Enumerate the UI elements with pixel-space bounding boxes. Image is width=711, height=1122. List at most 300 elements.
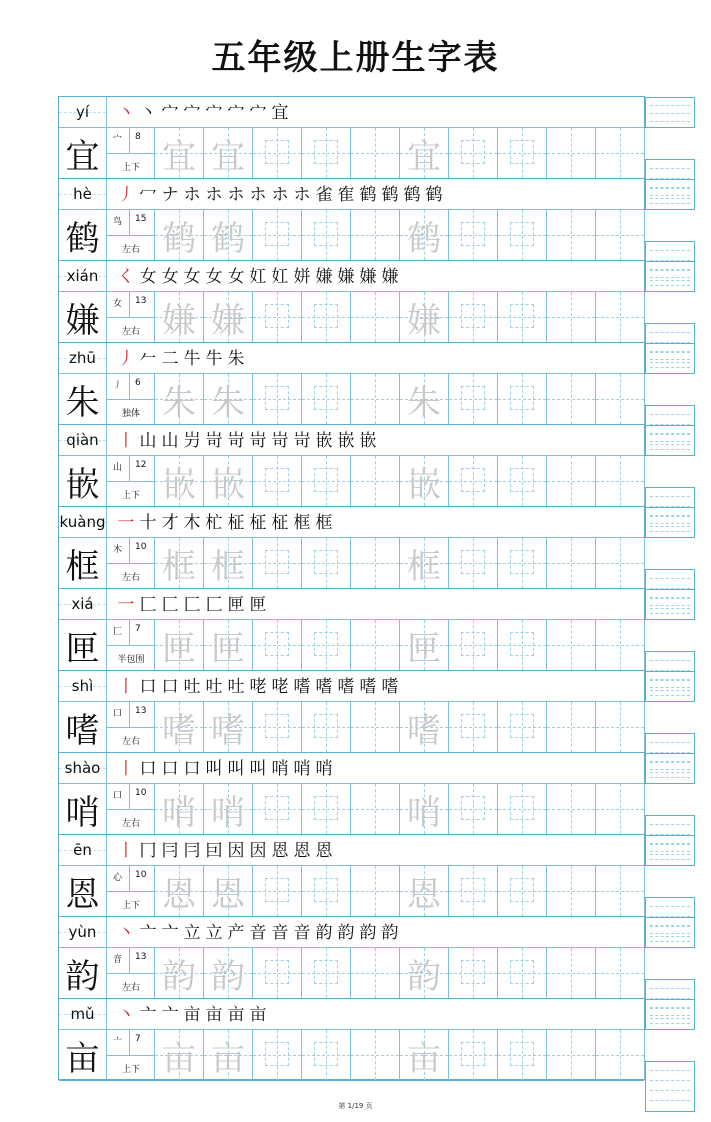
writing-cell[interactable]: [498, 456, 547, 506]
writing-cell[interactable]: [547, 784, 596, 834]
stroke-step: 亠: [161, 923, 179, 943]
writing-cell[interactable]: [204, 374, 253, 424]
stroke-step: ホ: [205, 185, 223, 205]
pinyin-cell: [59, 917, 107, 947]
pinyin-text: xián: [66, 267, 99, 285]
character-row: [59, 702, 644, 753]
stroke-count: 13: [135, 296, 147, 306]
writing-cell[interactable]: [547, 538, 596, 588]
stroke-count: 13: [135, 706, 147, 716]
writing-cell[interactable]: [449, 866, 498, 916]
writing-cell[interactable]: [547, 948, 596, 998]
writing-cell[interactable]: [449, 948, 498, 998]
stroke-step: 产: [227, 923, 245, 943]
character-entry: [59, 917, 644, 999]
stroke-count: 10: [135, 870, 147, 880]
stroke-step: 柾: [227, 513, 245, 533]
writing-cell[interactable]: [155, 128, 204, 178]
writing-cell[interactable]: [204, 620, 253, 670]
stroke-step: 嗜: [315, 677, 333, 697]
writing-cell[interactable]: [547, 128, 596, 178]
structure: 左右: [121, 245, 140, 255]
pinyin-text: qiàn: [66, 431, 99, 449]
writing-cell[interactable]: [351, 620, 400, 670]
stroke-order: [115, 755, 335, 783]
writing-cell[interactable]: [155, 1030, 204, 1080]
side-note-box: [645, 507, 695, 538]
character-info: [107, 292, 155, 342]
stroke-step: 鹤: [425, 185, 443, 205]
character-entry: [59, 753, 644, 835]
pinyin-cell: [59, 179, 107, 209]
stroke-step: 因: [249, 841, 267, 861]
writing-cell[interactable]: [449, 1030, 498, 1080]
writing-cell[interactable]: [449, 456, 498, 506]
writing-cell[interactable]: [204, 784, 253, 834]
pinyin-text: xiá: [71, 595, 94, 613]
writing-cell[interactable]: [596, 620, 645, 670]
radical: 丿: [113, 381, 123, 391]
stroke-step: ナ: [161, 185, 179, 205]
stroke-step: 嗜: [337, 677, 355, 697]
character-entry: [59, 999, 644, 1081]
character-row: [59, 374, 644, 425]
stroke-step: 鹤: [359, 185, 377, 205]
writing-cell[interactable]: [351, 374, 400, 424]
stroke-step: 姘: [293, 267, 311, 287]
stroke-step: 韵: [381, 923, 399, 943]
writing-cell[interactable]: [449, 620, 498, 670]
structure: 上下: [121, 1065, 140, 1075]
stroke-step: 哨: [293, 759, 311, 779]
character-entry: [59, 671, 644, 753]
writing-cell[interactable]: [547, 620, 596, 670]
character-info: [107, 620, 155, 670]
writing-grid: [155, 374, 645, 424]
writing-cell[interactable]: [253, 292, 302, 342]
writing-cell[interactable]: [155, 620, 204, 670]
writing-cell[interactable]: [155, 702, 204, 752]
writing-cell[interactable]: [253, 866, 302, 916]
character-row: [59, 784, 644, 835]
pinyin-row: [59, 343, 644, 374]
trace-character: 朱: [162, 382, 196, 423]
writing-cell[interactable]: [449, 374, 498, 424]
character-entry: [59, 179, 644, 261]
writing-cell[interactable]: [253, 1030, 302, 1080]
writing-cell[interactable]: [596, 1030, 645, 1080]
writing-grid: [155, 538, 645, 588]
writing-cell[interactable]: [351, 456, 400, 506]
side-note-box: [645, 261, 695, 292]
writing-cell[interactable]: [351, 702, 400, 752]
writing-cell[interactable]: [155, 210, 204, 260]
trace-character: 框: [162, 546, 196, 587]
trace-character: 韵: [407, 956, 441, 997]
pinyin-text: kuàng: [59, 513, 106, 531]
stroke-step: 匚: [161, 595, 179, 615]
writing-cell[interactable]: [400, 620, 449, 670]
writing-cell[interactable]: [302, 866, 351, 916]
stroke-step: 岢: [205, 431, 223, 451]
character-row: [59, 620, 644, 671]
writing-cell[interactable]: [351, 866, 400, 916]
stroke-step: 牛: [205, 349, 223, 369]
character-info: [107, 210, 155, 260]
radical: 匚: [113, 627, 123, 637]
stroke-order: [115, 591, 269, 619]
stroke-step: 因: [227, 841, 245, 861]
writing-cell[interactable]: [155, 374, 204, 424]
stroke-step: 柾: [249, 513, 267, 533]
main-character: 恩: [59, 866, 107, 916]
writing-cell[interactable]: [547, 866, 596, 916]
writing-cell[interactable]: [253, 374, 302, 424]
stroke-step: 匣: [249, 595, 267, 615]
stroke-step: 妅: [249, 267, 267, 287]
stroke-step: 亩: [227, 1005, 245, 1025]
writing-cell[interactable]: [400, 784, 449, 834]
writing-cell[interactable]: [302, 210, 351, 260]
stroke-step: 咾: [271, 677, 289, 697]
stroke-step: ホ: [183, 185, 201, 205]
stroke-step: 框: [315, 513, 333, 533]
stroke-order: [115, 181, 445, 209]
writing-grid: [155, 1030, 645, 1080]
writing-cell[interactable]: [302, 620, 351, 670]
stroke-step: 吐: [205, 677, 223, 697]
stroke-step: 恩: [293, 841, 311, 861]
writing-cell[interactable]: [253, 620, 302, 670]
writing-cell[interactable]: [498, 1030, 547, 1080]
writing-grid: [155, 620, 645, 670]
stroke-step: 女: [183, 267, 201, 287]
structure: 独体: [121, 409, 140, 419]
trace-character: 框: [407, 546, 441, 587]
writing-cell[interactable]: [400, 456, 449, 506]
writing-cell[interactable]: [547, 374, 596, 424]
character-row: [59, 1030, 644, 1081]
stroke-step: 丿: [117, 349, 135, 369]
trace-character: 哨: [407, 792, 441, 833]
pinyin-cell: [59, 589, 107, 619]
structure: 左右: [121, 327, 140, 337]
writing-cell[interactable]: [498, 948, 547, 998]
stroke-step: 丿: [117, 185, 135, 205]
writing-cell[interactable]: [547, 292, 596, 342]
stroke-step: 匣: [227, 595, 245, 615]
character-info: [107, 1030, 155, 1080]
writing-cell[interactable]: [204, 702, 253, 752]
writing-cell[interactable]: [547, 456, 596, 506]
stroke-step: 嫌: [359, 267, 377, 287]
writing-cell[interactable]: [155, 538, 204, 588]
writing-cell[interactable]: [253, 948, 302, 998]
writing-cell[interactable]: [400, 1030, 449, 1080]
pinyin-text: ēn: [73, 841, 92, 859]
writing-cell[interactable]: [204, 292, 253, 342]
stroke-step: 哨: [271, 759, 289, 779]
writing-cell[interactable]: [449, 702, 498, 752]
writing-cell[interactable]: [253, 210, 302, 260]
stroke-step: 隺: [337, 185, 355, 205]
writing-grid: [155, 210, 645, 260]
writing-cell[interactable]: [400, 374, 449, 424]
writing-cell[interactable]: [498, 620, 547, 670]
writing-cell[interactable]: [302, 538, 351, 588]
writing-cell[interactable]: [253, 128, 302, 178]
stroke-order: [115, 509, 335, 537]
pinyin-text: yùn: [68, 923, 97, 941]
stroke-step: 雀: [315, 185, 333, 205]
pinyin-cell: [59, 425, 107, 455]
writing-cell[interactable]: [547, 1030, 596, 1080]
main-character: 框: [59, 538, 107, 588]
writing-cell[interactable]: [302, 784, 351, 834]
stroke-step: 丶: [139, 103, 157, 123]
writing-cell[interactable]: [498, 784, 547, 834]
stroke-count: 13: [135, 952, 147, 962]
writing-cell[interactable]: [351, 784, 400, 834]
stroke-step: 嗜: [293, 677, 311, 697]
side-note-box: [645, 999, 695, 1030]
writing-cell[interactable]: [253, 538, 302, 588]
writing-cell[interactable]: [204, 948, 253, 998]
stroke-step: 亩: [249, 1005, 267, 1025]
pinyin-text: shì: [71, 677, 94, 695]
trace-character: 恩: [211, 874, 245, 915]
stroke-step: 女: [161, 267, 179, 287]
writing-cell[interactable]: [351, 948, 400, 998]
stroke-step: 朱: [227, 349, 245, 369]
writing-cell[interactable]: [400, 210, 449, 260]
writing-cell[interactable]: [400, 128, 449, 178]
writing-cell[interactable]: [596, 292, 645, 342]
writing-cell[interactable]: [498, 866, 547, 916]
writing-cell[interactable]: [498, 374, 547, 424]
writing-cell[interactable]: [596, 374, 645, 424]
stroke-step: 岢: [271, 431, 289, 451]
stroke-step: 口: [161, 759, 179, 779]
trace-character: 哨: [211, 792, 245, 833]
stroke-step: 杧: [205, 513, 223, 533]
writing-cell[interactable]: [449, 538, 498, 588]
pinyin-text: hè: [73, 185, 92, 203]
stroke-step: 叫: [205, 759, 223, 779]
pinyin-cell: [59, 343, 107, 373]
stroke-step: 一: [117, 513, 135, 533]
stroke-step: 嫌: [315, 267, 333, 287]
writing-cell[interactable]: [155, 456, 204, 506]
writing-cell[interactable]: [351, 128, 400, 178]
stroke-count: 6: [135, 378, 141, 388]
writing-cell[interactable]: [351, 538, 400, 588]
writing-cell[interactable]: [204, 1030, 253, 1080]
stroke-step: 叫: [227, 759, 245, 779]
stroke-step: 吐: [227, 677, 245, 697]
radical: 亠: [113, 1037, 123, 1047]
stroke-step: 丶: [117, 103, 135, 123]
writing-cell[interactable]: [204, 456, 253, 506]
stroke-order: [115, 919, 401, 947]
stroke-step: 山: [161, 431, 179, 451]
writing-cell[interactable]: [302, 456, 351, 506]
radical: 宀: [113, 135, 123, 145]
character-entry: [59, 507, 644, 589]
writing-cell[interactable]: [596, 538, 645, 588]
writing-cell[interactable]: [498, 702, 547, 752]
stroke-step: 亩: [205, 1005, 223, 1025]
character-entry: [59, 97, 644, 179]
stroke-step: 山: [139, 431, 157, 451]
writing-cell[interactable]: [302, 374, 351, 424]
writing-cell[interactable]: [400, 538, 449, 588]
stroke-step: 柾: [271, 513, 289, 533]
writing-grid: [155, 702, 645, 752]
trace-character: 鹤: [407, 218, 441, 259]
stroke-step: 匚: [139, 595, 157, 615]
pinyin-row: [59, 97, 644, 128]
writing-cell[interactable]: [253, 702, 302, 752]
stroke-step: 嵌: [337, 431, 355, 451]
stroke-step: 宜: [271, 103, 289, 123]
stroke-count: 12: [135, 460, 147, 470]
writing-cell[interactable]: [596, 128, 645, 178]
writing-cell[interactable]: [400, 292, 449, 342]
trace-character: 嗜: [162, 710, 196, 751]
writing-grid: [155, 948, 645, 998]
writing-cell[interactable]: [351, 210, 400, 260]
character-info: [107, 702, 155, 752]
character-info: [107, 866, 155, 916]
stroke-step: 亠: [139, 1005, 157, 1025]
writing-cell[interactable]: [204, 866, 253, 916]
writing-cell[interactable]: [204, 128, 253, 178]
structure: 上下: [121, 491, 140, 501]
writing-cell[interactable]: [155, 784, 204, 834]
writing-cell[interactable]: [596, 784, 645, 834]
trace-character: 宜: [211, 136, 245, 177]
pinyin-cell: [59, 753, 107, 783]
pinyin-row: [59, 179, 644, 210]
writing-cell[interactable]: [253, 784, 302, 834]
character-row: [59, 456, 644, 507]
writing-cell[interactable]: [596, 948, 645, 998]
stroke-step: 丨: [117, 431, 135, 451]
stroke-step: 亠: [139, 923, 157, 943]
writing-cell[interactable]: [155, 866, 204, 916]
trace-character: 嵌: [407, 464, 441, 505]
writing-cell[interactable]: [351, 292, 400, 342]
writing-cell[interactable]: [498, 128, 547, 178]
trace-character: 亩: [407, 1038, 441, 1079]
pinyin-text: shào: [64, 759, 101, 777]
trace-character: 韵: [162, 956, 196, 997]
writing-cell[interactable]: [204, 538, 253, 588]
writing-cell[interactable]: [253, 456, 302, 506]
writing-cell[interactable]: [302, 128, 351, 178]
character-info: [107, 538, 155, 588]
writing-cell[interactable]: [400, 948, 449, 998]
stroke-step: 一: [117, 595, 135, 615]
writing-cell[interactable]: [498, 538, 547, 588]
writing-cell[interactable]: [449, 210, 498, 260]
side-note-box: [645, 425, 695, 456]
writing-cell[interactable]: [449, 128, 498, 178]
writing-cell[interactable]: [498, 292, 547, 342]
stroke-step: 屶: [183, 431, 201, 451]
stroke-step: 韵: [337, 923, 355, 943]
structure: 上下: [121, 163, 140, 173]
stroke-step: ホ: [293, 185, 311, 205]
stroke-count: 7: [135, 1034, 141, 1044]
trace-character: 鹤: [162, 218, 196, 259]
writing-cell[interactable]: [400, 866, 449, 916]
writing-grid: [155, 456, 645, 506]
stroke-step: 立: [205, 923, 223, 943]
stroke-step: 音: [293, 923, 311, 943]
stroke-step: 女: [139, 267, 157, 287]
trace-character: 嗜: [211, 710, 245, 751]
stroke-step: 口: [139, 759, 157, 779]
main-character: 嗜: [59, 702, 107, 752]
stroke-step: 叫: [249, 759, 267, 779]
trace-character: 亩: [162, 1038, 196, 1079]
writing-cell[interactable]: [155, 292, 204, 342]
writing-cell[interactable]: [547, 210, 596, 260]
stroke-step: ホ: [271, 185, 289, 205]
stroke-order: [115, 427, 379, 455]
writing-cell[interactable]: [400, 702, 449, 752]
pinyin-cell: [59, 261, 107, 291]
stroke-step: 鹤: [381, 185, 399, 205]
trace-character: 鹤: [211, 218, 245, 259]
trace-character: 亩: [211, 1038, 245, 1079]
stroke-step: 嫌: [337, 267, 355, 287]
writing-cell[interactable]: [302, 292, 351, 342]
writing-cell[interactable]: [302, 948, 351, 998]
main-character: 宜: [59, 128, 107, 178]
writing-cell[interactable]: [449, 292, 498, 342]
writing-cell[interactable]: [351, 1030, 400, 1080]
character-info: [107, 948, 155, 998]
stroke-step: 岢: [249, 431, 267, 451]
character-row: [59, 292, 644, 343]
writing-cell[interactable]: [155, 948, 204, 998]
writing-cell[interactable]: [449, 784, 498, 834]
stroke-order: [115, 345, 247, 373]
writing-cell[interactable]: [596, 210, 645, 260]
character-info: [107, 456, 155, 506]
writing-cell[interactable]: [547, 702, 596, 752]
trace-character: 框: [211, 546, 245, 587]
stroke-step: 丨: [117, 759, 135, 779]
writing-cell[interactable]: [302, 1030, 351, 1080]
pinyin-text: yí: [75, 103, 90, 121]
stroke-step: 岢: [293, 431, 311, 451]
stroke-count: 10: [135, 542, 147, 552]
writing-cell[interactable]: [302, 702, 351, 752]
main-character: 鹤: [59, 210, 107, 260]
stroke-step: 哨: [315, 759, 333, 779]
stroke-step: 嗜: [381, 677, 399, 697]
stroke-step: 韵: [315, 923, 333, 943]
writing-cell[interactable]: [596, 866, 645, 916]
writing-cell[interactable]: [596, 456, 645, 506]
writing-cell[interactable]: [498, 210, 547, 260]
writing-cell[interactable]: [204, 210, 253, 260]
writing-cell[interactable]: [596, 702, 645, 752]
